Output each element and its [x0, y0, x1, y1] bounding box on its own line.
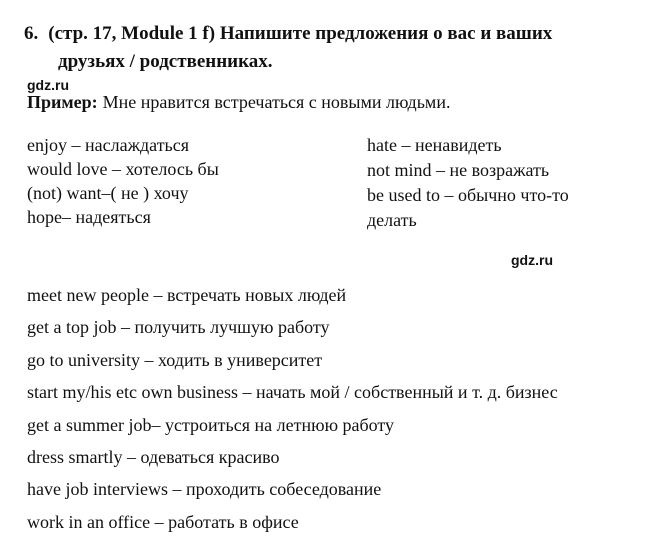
phrase-item: get a summer job– устроиться на летнюю работу: [27, 414, 395, 435]
exercise-instruction-line-2: друзьях / родственниках.: [58, 51, 273, 72]
exercise-heading: [24, 20, 644, 76]
phrase-item: have job interviews – проходить собеседование: [27, 479, 382, 500]
example-sentence: [27, 90, 450, 114]
phrase-item: start my/his etc own business – начать мой / собственный и т. д. бизнес: [27, 382, 558, 403]
example-label: Пример:: [27, 92, 98, 112]
vocab-column-right: [367, 133, 569, 233]
vocab-column-left: [27, 133, 219, 229]
vocab-item: hope– надеяться: [27, 207, 151, 227]
vocab-item: would love – хотелось бы: [27, 159, 219, 179]
vocab-item: hate – ненавидеть: [367, 135, 502, 155]
phrase-item: meet new people – встречать новых людей: [27, 285, 347, 305]
watermark-top: gdz.ru: [27, 77, 69, 93]
exercise-number: 6.: [24, 23, 39, 44]
vocab-item: be used to – обычно что-то: [367, 185, 569, 205]
example-text: Мне нравится встречаться с новыми людьми.: [102, 92, 451, 112]
phrase-item: go to university – ходить в университет: [27, 349, 323, 370]
watermark-middle: gdz.ru: [511, 252, 553, 268]
vocab-item: enjoy – наслаждаться: [27, 135, 190, 155]
exercise-instruction-line-1: (стр. 17, Module 1 f) Напишите предложения о вас и ваших: [48, 23, 553, 44]
vocab-item: (not) want–( не ) хочу: [27, 183, 189, 203]
phrase-item: work in an office – работать в офисе: [27, 511, 299, 532]
vocab-item: делать: [367, 210, 417, 230]
phrase-item: get a top job – получить лучшую работу: [27, 317, 330, 338]
vocab-item: not mind – не возражать: [367, 160, 550, 180]
phrase-item: dress smartly – одеваться красиво: [27, 446, 280, 467]
phrase-list: [27, 283, 558, 542]
